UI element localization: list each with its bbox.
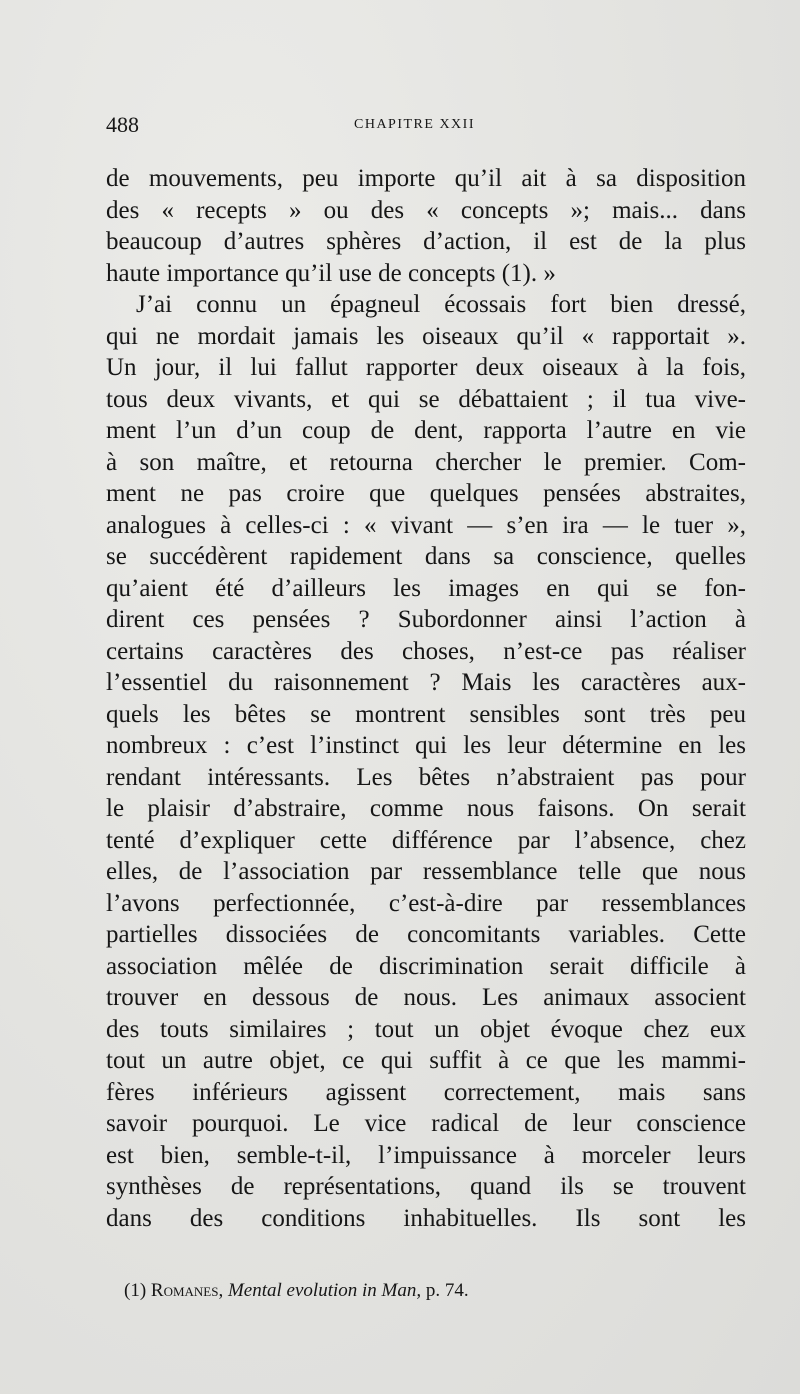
text-line: des « recepts » ou des « concepts »; mais... dans (106, 196, 746, 224)
text-line: certains caractères des choses, n’est-ce pas réaliser (106, 637, 746, 665)
footnote-marker: (1) (124, 1280, 147, 1301)
footnote (124, 1280, 744, 1302)
page-header (106, 112, 746, 142)
page-number: 488 (106, 112, 139, 137)
text-line: nombreux : c’est l’instinct qui les leur détermine en les (106, 732, 746, 759)
text-line: ment ne pas croire que quelques pensées abstraites, (106, 480, 746, 507)
text-line: dirent ces pensées ? Subordonner ainsi l’action à (106, 606, 746, 633)
footnote-author: Romanes, (150, 1280, 224, 1301)
text-line: à son maître, et retourna chercher le premier. Com- (106, 448, 746, 476)
text-line: J’ai connu un épagneul écossais fort bien dressé, (136, 291, 746, 318)
text-line: association mêlée de discrimination serait difficile à (106, 952, 746, 980)
text-line: tenté d’expliquer cette différence par l’absence, chez (106, 826, 746, 854)
text-line: le plaisir d’abstraire, comme nous faisons. On serait (106, 795, 746, 822)
text-line: quels les bêtes se montrent sensibles sont très peu (106, 700, 746, 728)
text-line: fères inférieurs agissent correctement, mais sans (106, 1078, 746, 1106)
text-line: des touts similaires ; tout un objet évoque chez eux (106, 1015, 746, 1043)
text-line: beaucoup d’autres sphères d’action, il est de la plus (106, 228, 746, 255)
text-line: analogues à celles-ci : « vivant — s’en ira — le tuer », (106, 511, 746, 539)
text-line: synthèses de représentations, quand ils se trouvent (106, 1173, 746, 1200)
text-line: tous deux vivants, et qui se débattaient ; il tua vive- (106, 385, 746, 413)
running-head: CHAPITRE XXII (354, 117, 475, 132)
text-line: l’essentiel du raisonnement ? Mais les caractères aux- (106, 669, 746, 696)
text-line: de mouvements, peu importe qu’il ait à sa disposition (106, 165, 746, 192)
text-line: Un jour, il lui fallut rapporter deux oiseaux à la fois, (106, 354, 746, 381)
text-line: dans des conditions inhabituelles. Ils sont les (106, 1204, 746, 1232)
text-line: rendant intéressants. Les bêtes n’abstraient pas pour (106, 763, 746, 791)
footnote-page: p. 74. (425, 1280, 469, 1301)
text-line: tout un autre objet, ce qui suffit à ce que les mammi- (106, 1047, 746, 1074)
body-text (106, 163, 746, 1234)
text-line: savoir pourquoi. Le vice radical de leur conscience (106, 1110, 746, 1137)
text-line: qui ne mordait jamais les oiseaux qu’il « rapportait ». (106, 322, 746, 350)
text-line: trouver en dessous de nous. Les animaux associent (106, 984, 746, 1011)
text-line: est bien, semble-t-il, l’impuissance à morceler leurs (106, 1141, 746, 1169)
text-line: partielles dissociées de concomitants variables. Cette (106, 921, 746, 948)
text-line: ment l’un d’un coup de dent, rapporta l’autre en vie (106, 417, 746, 444)
text-line: l’avons perfectionnée, c’est-à-dire par ressemblances (106, 889, 746, 917)
footnote-work: Mental evolution in Man, (227, 1280, 422, 1301)
text-line: se succédèrent rapidement dans sa conscience, quelles (106, 543, 746, 570)
text-line: haute importance qu’il use de concepts (1). » (106, 259, 556, 287)
text-line: qu’aient été d’ailleurs les images en qui se fon- (106, 574, 746, 602)
text-line: elles, de l’association par ressemblance telle que nous (106, 858, 746, 885)
